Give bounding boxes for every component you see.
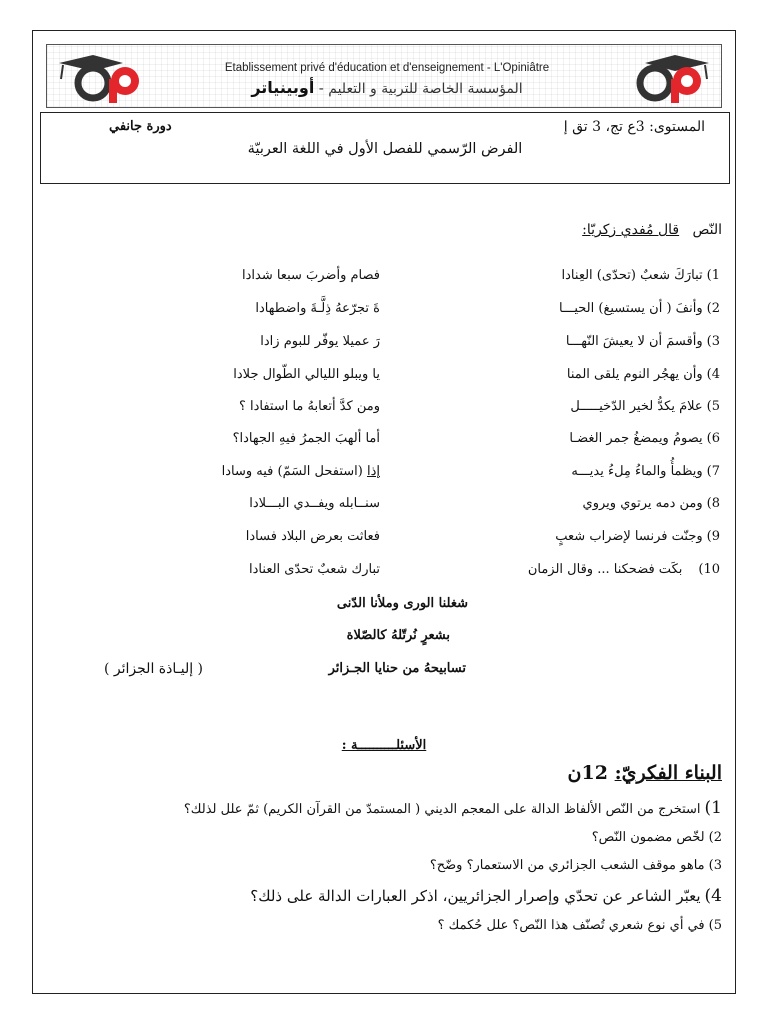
question-5: 5)في أي نوع شعري تُصنّف هذا النّص؟ علل حُكمك ؟ xyxy=(437,918,722,933)
exam-title: الفرض الرّسمي للفصل الأول في اللغة العربيّة xyxy=(247,141,523,157)
text-label xyxy=(582,222,722,238)
verse-8-second-half: سنــابله ويفــدي البـــلادا xyxy=(249,496,380,511)
verse-10-first-half: 10)بكَت فضحكنا ... وقال الزمان xyxy=(527,562,720,577)
closing-line-1: شغلنا الورى وملأنا الدّنى xyxy=(336,596,468,611)
question-3: 3)ماهو موقف الشعب الجزائري من الاستعمار؟ وضّح؟ xyxy=(429,858,722,873)
questions-heading: الأسئلــــــــــة : xyxy=(341,738,427,753)
verse-6-second-half: أما ألهبَ الجمرُ فيهِ الجهادا؟ xyxy=(232,431,380,446)
verse-10-second-half: تبارك شعبٌ تحدّى العنادا xyxy=(249,562,380,577)
question-2: 2)لخّص مضمون النّص؟ xyxy=(591,830,722,845)
source-citation: ( إليـاذة الجزائر ) xyxy=(104,661,204,677)
verse-4-second-half: يا ويبلو الليالي الطّوال جلادا xyxy=(233,367,380,382)
school-banner xyxy=(46,44,722,108)
school-logo-right xyxy=(615,49,715,105)
verse-2-first-half: 2)وأنفَ ( أن يستسيغ) الحيـــا xyxy=(558,301,720,316)
verse-7-second-half: إذا (استفحل السَمّ) فيه وسادا xyxy=(221,464,380,479)
exam-info-box xyxy=(40,112,730,184)
text-heading: النّص xyxy=(692,222,722,238)
verse-7-first-half: 7)ويظمأُ والماءُ مِلءُ يديـــه xyxy=(571,464,720,479)
school-logo-left xyxy=(53,49,153,105)
verse-1-second-half: فصام وأضربَ سبعا شدادا xyxy=(241,268,380,283)
verse-9-first-half: 9)وجنّت فرنسا لإضراب شعبٍ xyxy=(555,529,720,544)
verse-3-first-half: 3)وأقسمَ أن لا يعيشَ النّهـــا xyxy=(565,334,720,349)
verse-1-first-half: 1)تبارَكَ شعبٌ (تحدّى) العِنادا xyxy=(561,268,720,283)
section-title-text: البناء الفكريّ: xyxy=(614,762,722,784)
closing-line-3: تسابيحهُ من حنايا الجـزائر xyxy=(328,661,466,676)
verse-2-second-half: ةَ تجرّعهُ ذِلَّـةَ واضطهادا xyxy=(255,301,380,316)
question-4: 4)يعبّر الشاعر عن تحدّي وإصرار الجزائريين، اذكر العبارات الدالة على ذلك؟ xyxy=(250,886,722,906)
banner-arabic-prefix: المؤسسة الخاصة للتربية و التعليم - xyxy=(318,81,523,97)
verse-4-first-half: 4)وأن يهجُر النوم يلقى المنا xyxy=(566,367,720,382)
verse-5-second-half: ومن كدَّ أتعابهُ ما استفادا ؟ xyxy=(238,399,380,414)
banner-french-text: Etablissement privé d'éducation et d'enseignement - L'Opiniâtre xyxy=(224,62,550,74)
banner-arabic-brand: أوبينياتر xyxy=(251,78,315,97)
session-label: دورة جانفي xyxy=(109,119,172,134)
verse-8-first-half: 8)ومن دمه يرتوي ويروي xyxy=(582,496,720,511)
closing-line-2: بشعرٍ نُرتّلهُ كالصّلاة xyxy=(346,628,450,643)
banner-arabic-text xyxy=(167,78,607,97)
poet-attribution: قال مُفدي زكريّا: xyxy=(582,222,680,238)
level-label: المستوى: 3ع تج، 3 تق إ xyxy=(563,119,705,135)
verse-6-first-half: 6)يصومُ ويمضغُ جمر الغضـا xyxy=(569,431,720,446)
verse-9-second-half: فعاثت بعرض البلاد فسادا xyxy=(245,529,380,544)
verse-3-second-half: رَ عميلا يوفّر للبوم زادا xyxy=(260,334,380,349)
question-1: 1)استخرج من النّص الألفاظ الدالة على المعجم الديني ( المستمدّ من القرآن الكريم) ثمّ علل لذلك؟ xyxy=(183,798,722,818)
section-points: 12ن xyxy=(567,762,608,784)
verse-5-first-half: 5)علامَ يكدُّ لخير الدّخيـــــل xyxy=(570,399,720,414)
section-title xyxy=(568,762,722,784)
